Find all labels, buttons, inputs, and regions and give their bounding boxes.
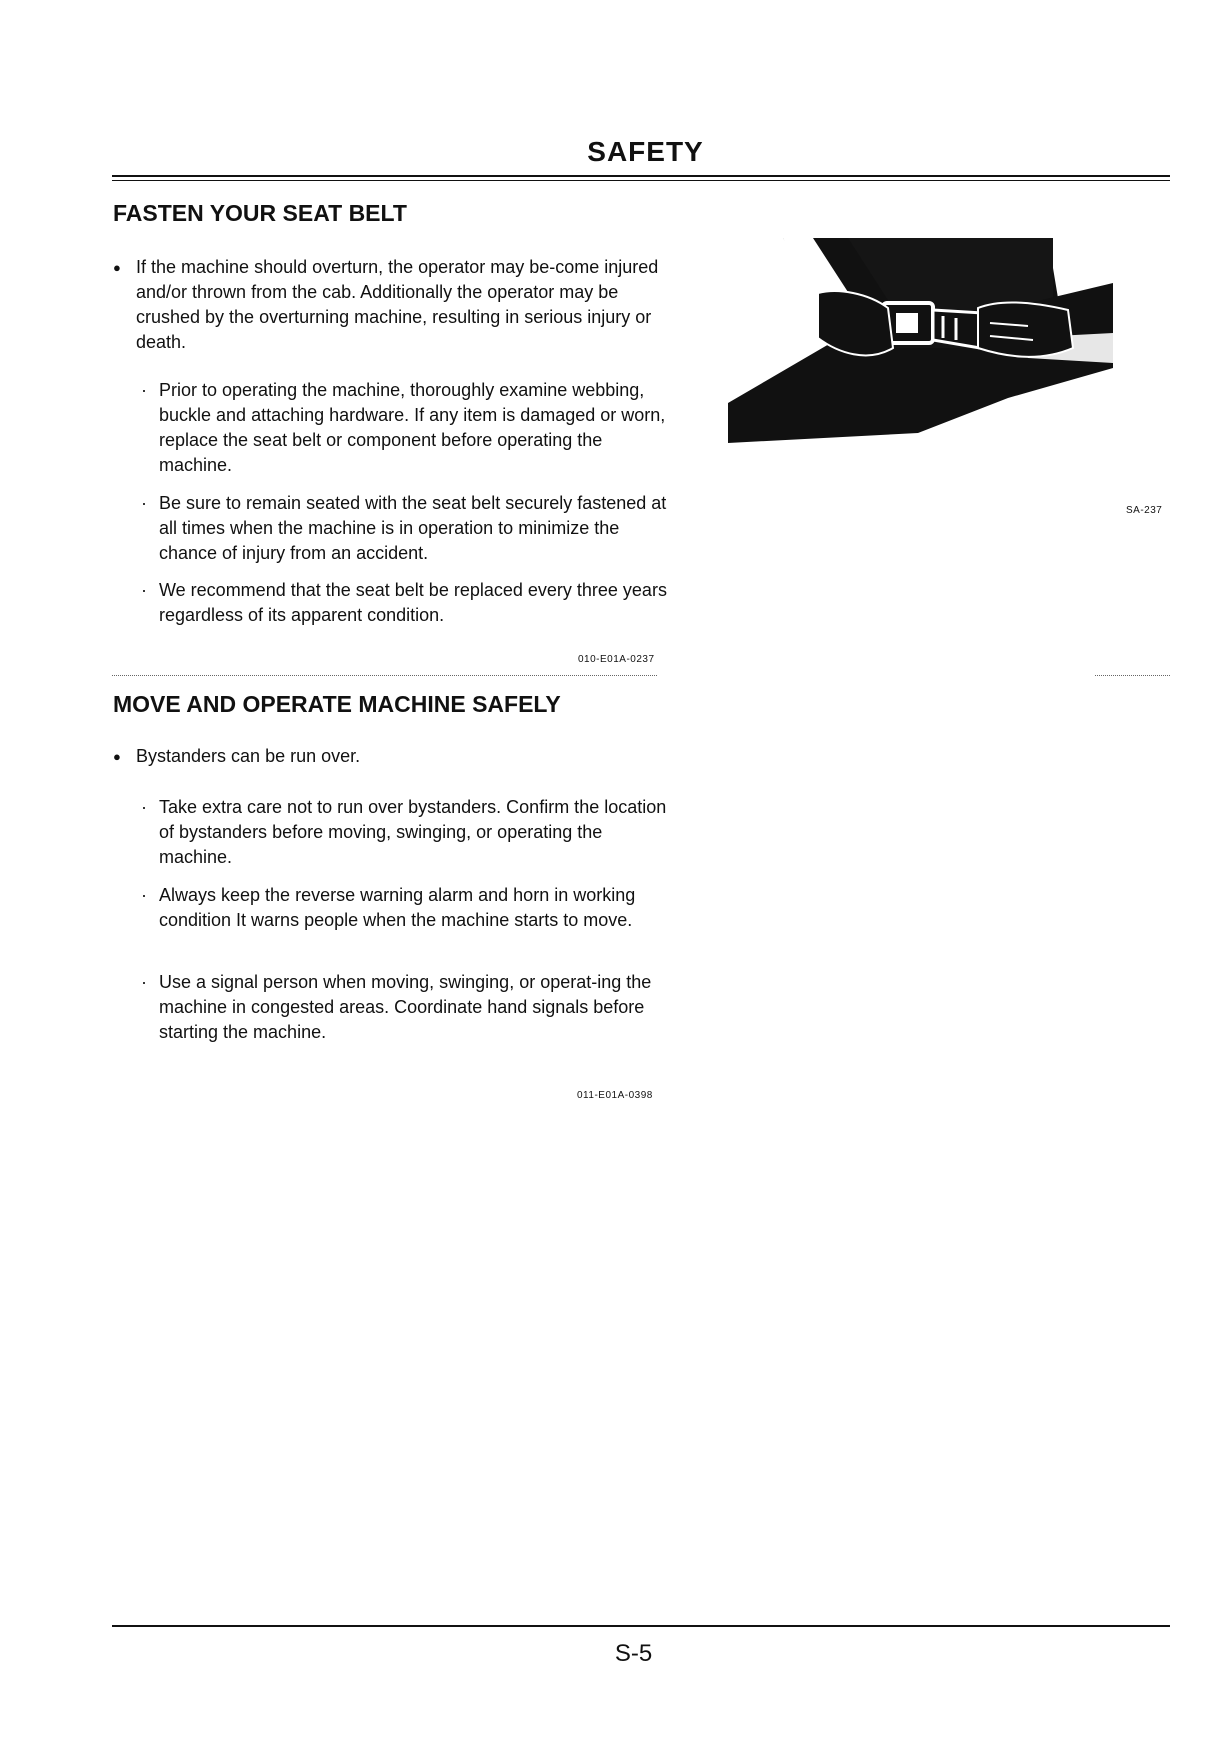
sub-bullet-text: Use a signal person when moving, swinging, or operat-ing the machine in congested areas. Coordinate hand signals before starting the machine.	[159, 972, 652, 1042]
bullet-dot: ·	[141, 580, 147, 600]
sub-bullet	[141, 378, 671, 478]
reference-code: 010-E01A-0237	[578, 654, 655, 665]
bullet-dot: ●	[113, 260, 121, 275]
bullet-dot: ·	[141, 380, 147, 400]
sub-bullet-text: Prior to operating the machine, thoroughly examine webbing, buckle and attaching hardware. If any item is damaged or worn, replace the seat belt or component before operating the machine.	[159, 380, 666, 475]
footer-rule	[112, 1625, 1170, 1627]
section-divider-right	[1095, 675, 1170, 676]
main-bullet	[113, 744, 673, 769]
sub-bullet-text: Take extra care not to run over bystanders. Confirm the location of bystanders before moving, swinging, or operating the machine.	[159, 797, 667, 867]
main-bullet-text: Bystanders can be run over.	[136, 746, 361, 766]
sub-bullet	[141, 795, 671, 870]
bullet-dot: ·	[141, 493, 147, 513]
section-heading-move-operate: MOVE AND OPERATE MACHINE SAFELY	[113, 691, 561, 717]
header-rule	[112, 175, 1170, 177]
header-rule-thin	[112, 180, 1170, 181]
section-heading-seat-belt: FASTEN YOUR SEAT BELT	[113, 200, 407, 226]
page-number: S-5	[614, 1640, 653, 1667]
bullet-dot: ·	[141, 972, 147, 992]
sub-bullet-text: We recommend that the seat belt be replaced every three years regardless of its apparent condition.	[159, 580, 667, 625]
sub-bullet	[141, 883, 671, 933]
page-title: SAFETY	[587, 136, 704, 167]
sub-bullet-text: Be sure to remain seated with the seat belt securely fastened at all times when the machine is in operation to minimize the chance of injury from an accident.	[159, 493, 667, 563]
bullet-dot: ●	[113, 749, 121, 764]
bullet-dot: ·	[141, 797, 147, 817]
bullet-dot: ·	[141, 885, 147, 905]
figure-code: SA-237	[1126, 505, 1163, 516]
section-divider	[112, 675, 657, 676]
main-bullet	[113, 255, 673, 355]
seat-belt-illustration	[728, 238, 1113, 443]
sub-bullet	[141, 970, 671, 1045]
reference-code: 011-E01A-0398	[577, 1090, 653, 1101]
sub-bullet	[141, 491, 671, 566]
sub-bullet	[141, 578, 671, 628]
main-bullet-text: If the machine should overturn, the operator may be-come injured and/or thrown from the cab. Additionally the operator may be crushed by the overturning machine, resulting in serious injury or death.	[136, 257, 659, 352]
sub-bullet-text: Always keep the reverse warning alarm and horn in working condition It warns people when the machine starts to move.	[159, 885, 636, 930]
